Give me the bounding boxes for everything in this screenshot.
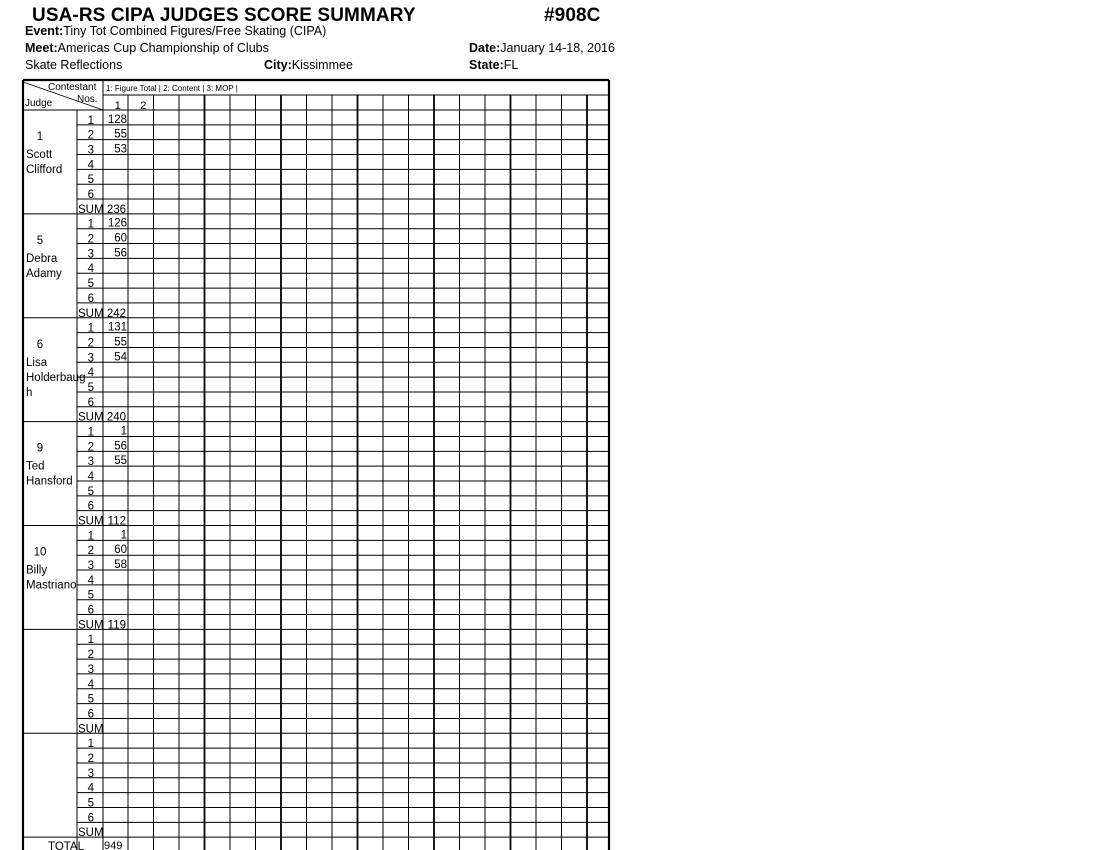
row-label: 3 <box>87 144 94 157</box>
judge-number: 10 <box>33 546 47 559</box>
row-label: 2 <box>87 545 94 558</box>
row-label: 2 <box>87 441 94 454</box>
city-label: City: <box>264 58 292 72</box>
contestant-number: 2 <box>140 100 147 112</box>
row-label: 5 <box>87 278 94 291</box>
row-label: 1 <box>87 738 94 751</box>
judge-name: Ted <box>26 460 45 473</box>
score-value: 54 <box>114 351 127 364</box>
corner-nos-label: Nos. <box>77 94 98 105</box>
score-value: 60 <box>114 544 127 557</box>
row-label: 4 <box>87 263 94 276</box>
row-label: 5 <box>87 174 94 187</box>
row-label: 3 <box>87 248 94 261</box>
judge-number: 6 <box>36 338 44 351</box>
score-value: 1 <box>120 425 127 438</box>
city-value: Kissimmee <box>291 58 353 72</box>
row-label: 6 <box>87 812 94 825</box>
row-label: 4 <box>87 574 94 587</box>
state-value: FL <box>503 58 519 72</box>
row-label: 1 <box>87 218 94 231</box>
row-label: 4 <box>87 782 94 795</box>
judge-number: 5 <box>36 234 44 247</box>
score-value: 55 <box>114 455 127 468</box>
corner-judge-label: Judge <box>25 98 53 109</box>
row-label: 5 <box>87 485 94 498</box>
row-label: 1 <box>87 634 94 647</box>
sum-value: 240 <box>106 411 126 424</box>
header-legend: 1: Figure Total | 2: Content | 3: MOP | <box>106 84 238 93</box>
score-value: 60 <box>114 232 127 245</box>
judge-name: h <box>26 386 33 399</box>
form-number: #908C <box>544 5 601 26</box>
row-label: 2 <box>87 129 94 142</box>
sum-label: SUM <box>78 307 104 320</box>
row-label: 2 <box>87 337 94 350</box>
date-label: Date: <box>469 41 501 55</box>
meet-label: Meet: <box>25 41 58 55</box>
club-name: Skate Reflections <box>25 58 123 72</box>
corner-contestant-label: Contestant <box>48 82 97 93</box>
score-value: 131 <box>107 321 127 334</box>
row-label: 6 <box>87 292 94 305</box>
sum-label: SUM <box>78 203 104 216</box>
row-label: 2 <box>87 233 94 246</box>
score-value: 55 <box>114 128 127 141</box>
sum-label: SUM <box>78 411 104 424</box>
meet-value: Americas Cup Championship of Clubs <box>57 41 269 55</box>
row-label: 1 <box>87 530 94 543</box>
score-value: 53 <box>114 143 127 156</box>
judge-name: Lisa <box>26 356 48 369</box>
row-label: 3 <box>87 352 94 365</box>
row-label: 1 <box>87 322 94 335</box>
judge-name: Hansford <box>26 475 73 488</box>
row-label: 2 <box>87 649 94 662</box>
row-label: 1 <box>87 426 94 439</box>
row-label: 5 <box>87 381 94 394</box>
row-label: 5 <box>87 589 94 602</box>
score-value: 58 <box>114 559 127 572</box>
row-label: 3 <box>87 560 94 573</box>
total-label: TOTAL <box>48 841 84 850</box>
judge-name: Mastriano <box>26 579 77 592</box>
sum-value: 236 <box>106 203 126 216</box>
row-label: 5 <box>87 797 94 810</box>
row-label: 6 <box>87 708 94 721</box>
judge-name: Adamy <box>26 267 62 280</box>
judge-number: 1 <box>36 131 44 143</box>
sum-value: 119 <box>107 619 126 632</box>
row-label: 6 <box>87 189 94 202</box>
sum-label: SUM <box>78 619 104 632</box>
page-title: USA-RS CIPA JUDGES SCORE SUMMARY <box>32 5 416 26</box>
row-label: 1 <box>87 114 94 127</box>
state-label: State: <box>469 58 504 72</box>
score-value: 56 <box>114 440 127 453</box>
judge-name: Clifford <box>26 164 63 176</box>
row-label: 6 <box>87 500 94 513</box>
row-label: 3 <box>87 663 94 676</box>
row-label: 2 <box>87 752 94 765</box>
judge-name: Debra <box>26 252 58 265</box>
row-label: 6 <box>87 396 94 409</box>
judge-name: Billy <box>26 564 48 577</box>
score-value: 56 <box>114 247 127 260</box>
score-value: 128 <box>107 113 127 126</box>
row-label: 4 <box>87 159 94 172</box>
contestant-number: 1 <box>114 100 121 112</box>
row-label: 3 <box>87 767 94 780</box>
sum-value: 112 <box>107 515 126 528</box>
sum-label: SUM <box>78 723 104 736</box>
total-value: 949 <box>104 840 123 850</box>
sum-value: 242 <box>106 307 126 320</box>
event-value: Tiny Tot Combined Figures/Free Skating (CIPA) <box>63 24 327 38</box>
score-value: 126 <box>107 217 127 230</box>
row-label: 4 <box>87 678 94 691</box>
judge-name: Scott <box>26 149 53 161</box>
score-value: 1 <box>120 529 127 542</box>
row-label: 3 <box>87 456 94 469</box>
judge-number: 9 <box>36 442 44 455</box>
sum-label: SUM <box>78 515 104 528</box>
score-value: 55 <box>114 336 127 349</box>
row-label: 4 <box>87 367 94 380</box>
sum-label: SUM <box>78 827 104 840</box>
row-label: 5 <box>87 693 94 706</box>
event-label: Event: <box>25 24 64 38</box>
judge-name: Holderbaug <box>26 371 86 384</box>
row-label: 4 <box>87 471 94 483</box>
row-label: 6 <box>87 604 94 617</box>
date-value: January 14-18, 2016 <box>500 41 615 55</box>
